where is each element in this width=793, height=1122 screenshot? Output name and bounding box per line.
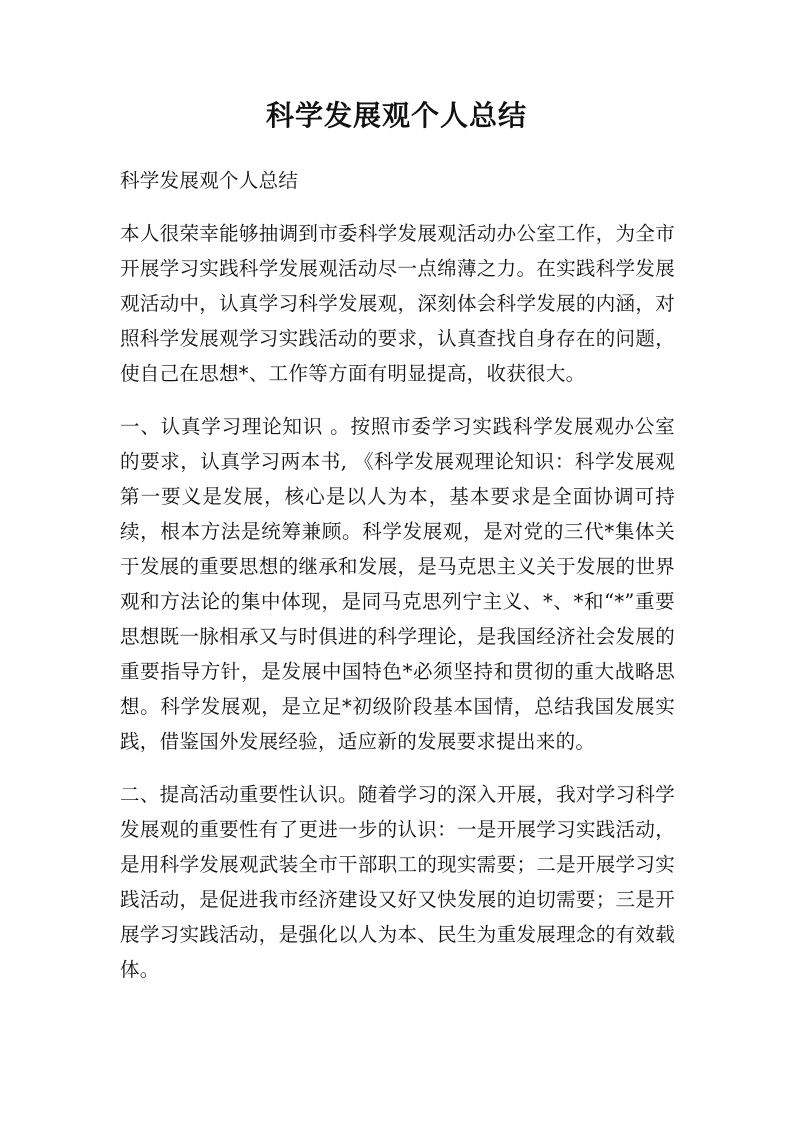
document-body	[120, 163, 675, 1005]
document-title: 科学发展观个人总结	[265, 99, 527, 132]
subtitle-paragraph: 科学发展观个人总结	[120, 169, 299, 192]
section-two-paragraph: 二、提高活动重要性认识。随着学习的深入开展，我对学习科学发展观的重要性有了更进一步的认识：一是开展学习实践活动，是用科学发展观武装全市干部职工的现实需要；二是开展学习实践活动，是促进我市经济建设又好又快发展的迫切需要；三是开展学习实践活动，是强化以人为本、民生为重发展理念的有效载体。	[120, 783, 675, 981]
section-one-paragraph: 一、认真学习理论知识 。按照市委学习实践科学发展观办公室的要求，认真学习两本书, 《科学发展观理论知识：科学发展观第一要义是发展，核心是以人为本，基本要求是全面协调可持续，根本方法是统筹兼顾。科学发展观，是对党的三代*集体关于发展的重要思想的继承和发展，是马克思主义关于发展的世界观和方法论的集中体现，是同马克思列宁主义、*、*和“*”重要思想既一脉相承又与时俱进的科学理论，是我国经济社会发展的重要指导方针，是发展中国特色*必须坚持和贯彻的重大战略思想。科学发展观，是立足*初级阶段基本国情，总结我国发展实践，借鉴国外发展经验，适应新的发展要求提出来的。	[120, 415, 675, 753]
intro-paragraph: 本人很荣幸能够抽调到市委科学发展观活动办公室工作，为全市开展学习实践科学发展观活动尽一点绵薄之力。在实践科学发展观活动中，认真学习科学发展观，深刻体会科学发展的内涵，对照科学发展观学习实践活动的要求，认真查找自身存在的问题，使自己在思想*、工作等方面有明显提高，收获很大。	[120, 222, 675, 385]
